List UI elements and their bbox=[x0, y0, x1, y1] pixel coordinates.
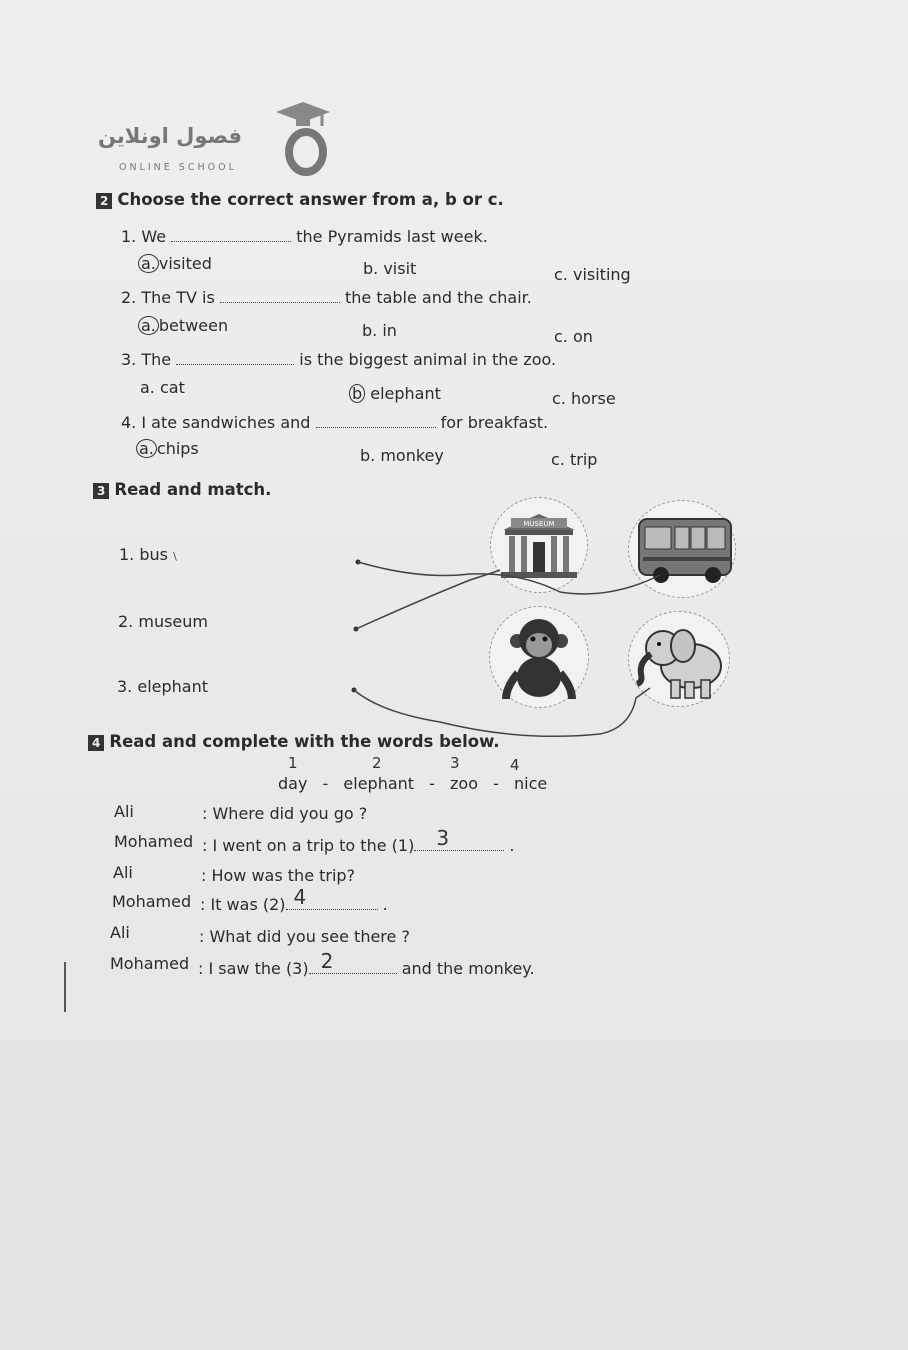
section-2-title: Choose the correct answer from a, b or c. bbox=[117, 190, 504, 209]
dialogue-line bbox=[202, 826, 515, 855]
word-separator: - bbox=[429, 774, 435, 793]
dialogue-line: : Where did you go ? bbox=[202, 804, 368, 823]
handwritten-word-number: 2 bbox=[372, 754, 382, 772]
dialogue-speaker: Mohamed bbox=[112, 892, 192, 911]
section-3-number: 3 bbox=[93, 483, 109, 499]
word-bank-word: nice bbox=[513, 774, 548, 793]
match-line-bus bbox=[358, 562, 660, 594]
handwritten-word-number: 1 bbox=[288, 754, 298, 772]
question-2-suffix: the table and the chair. bbox=[344, 288, 532, 307]
museum-sign: MUSEUM bbox=[523, 520, 555, 528]
q4-option-a-text: chips bbox=[156, 439, 199, 458]
margin-pen-mark bbox=[64, 962, 66, 1012]
section-2-number: 2 bbox=[96, 193, 112, 209]
word-bank bbox=[278, 774, 547, 793]
match-item-elephant: 3. elephant bbox=[117, 677, 208, 696]
question-4-suffix: for breakfast. bbox=[440, 413, 549, 432]
question-1-suffix: the Pyramids last week. bbox=[296, 227, 488, 246]
dialogue-line bbox=[198, 949, 535, 978]
q3-option-c: c. horse bbox=[552, 389, 616, 408]
section-4-number: 4 bbox=[88, 735, 104, 751]
question-3-suffix: is the biggest animal in the zoo. bbox=[299, 350, 557, 369]
q2-option-b: b. in bbox=[362, 321, 397, 340]
q3-option-b-text: elephant bbox=[370, 384, 441, 403]
section-4-heading bbox=[88, 732, 500, 751]
dialogue-line: : How was the trip? bbox=[201, 866, 356, 885]
dialogue-line: : What did you see there ? bbox=[199, 927, 410, 946]
question-2-prefix: 2. The TV is bbox=[121, 288, 215, 307]
handwritten-word-number: 4 bbox=[510, 756, 520, 774]
word-separator: - bbox=[493, 774, 499, 793]
word-separator: - bbox=[322, 774, 329, 793]
dialogue-speaker: Ali bbox=[113, 863, 133, 882]
handwritten-word-number: 3 bbox=[450, 754, 460, 772]
q2-option-c: c. on bbox=[554, 327, 593, 346]
section-3-title: Read and match. bbox=[114, 480, 272, 499]
stray-pencil-mark: \ bbox=[173, 550, 177, 563]
q4-option-c: c. trip bbox=[551, 450, 598, 469]
word-bank-word: zoo bbox=[450, 774, 479, 793]
match-line-elephant bbox=[354, 688, 650, 736]
q1-option-b: b. visit bbox=[363, 259, 417, 278]
match-item-bus-text: 1. bus bbox=[119, 545, 168, 564]
handwritten-answer: 4 bbox=[293, 885, 307, 909]
answer-blank bbox=[414, 826, 504, 851]
q3-option-a: a. cat bbox=[140, 378, 185, 397]
q1-option-c: c. visiting bbox=[554, 265, 631, 284]
dialogue-line-text: : It was (2) bbox=[200, 895, 286, 914]
dialogue-line-text: : I went on a trip to the (1) bbox=[202, 836, 415, 855]
circled-answer-mark: a. bbox=[138, 316, 159, 335]
answer-blank bbox=[309, 949, 397, 974]
logo-arabic-text: فصول اونلاين bbox=[98, 124, 243, 148]
word-bank-word: day bbox=[278, 774, 308, 793]
match-line-museum bbox=[356, 570, 500, 629]
dialogue-line bbox=[200, 885, 388, 914]
dialogue-speaker: Mohamed bbox=[114, 832, 194, 851]
q2-option-a-text: between bbox=[158, 316, 229, 335]
dialogue-line-end: . bbox=[382, 895, 388, 914]
dialogue-line-end: . bbox=[509, 836, 515, 855]
handwritten-answer: 3 bbox=[436, 826, 450, 850]
dialogue-line-end: and the monkey. bbox=[401, 959, 535, 978]
dialogue-speaker: Mohamed bbox=[110, 954, 190, 973]
circled-answer-mark: a. bbox=[136, 439, 157, 458]
match-item-museum: 2. museum bbox=[118, 612, 208, 631]
circled-answer-mark: b bbox=[349, 384, 365, 403]
dialogue-speaker: Ali bbox=[114, 802, 134, 821]
dialogue-speaker: Ali bbox=[110, 923, 130, 942]
q1-option-a-text: visited bbox=[158, 254, 212, 273]
question-3-prefix: 3. The bbox=[121, 350, 172, 369]
answer-blank bbox=[286, 885, 378, 910]
circled-answer-mark: a. bbox=[138, 254, 159, 273]
dialogue-line-text: : I saw the (3) bbox=[198, 959, 309, 978]
question-4-prefix: 4. I ate sandwiches and bbox=[121, 413, 311, 432]
word-bank-word: elephant bbox=[343, 774, 415, 793]
question-1-prefix: 1. We bbox=[121, 227, 167, 246]
logo-english-text: ONLINE SCHOOL bbox=[119, 162, 237, 173]
handwritten-answer: 2 bbox=[320, 949, 334, 973]
q4-option-b: b. monkey bbox=[360, 446, 444, 465]
section-4-title: Read and complete with the words below. bbox=[109, 732, 500, 751]
